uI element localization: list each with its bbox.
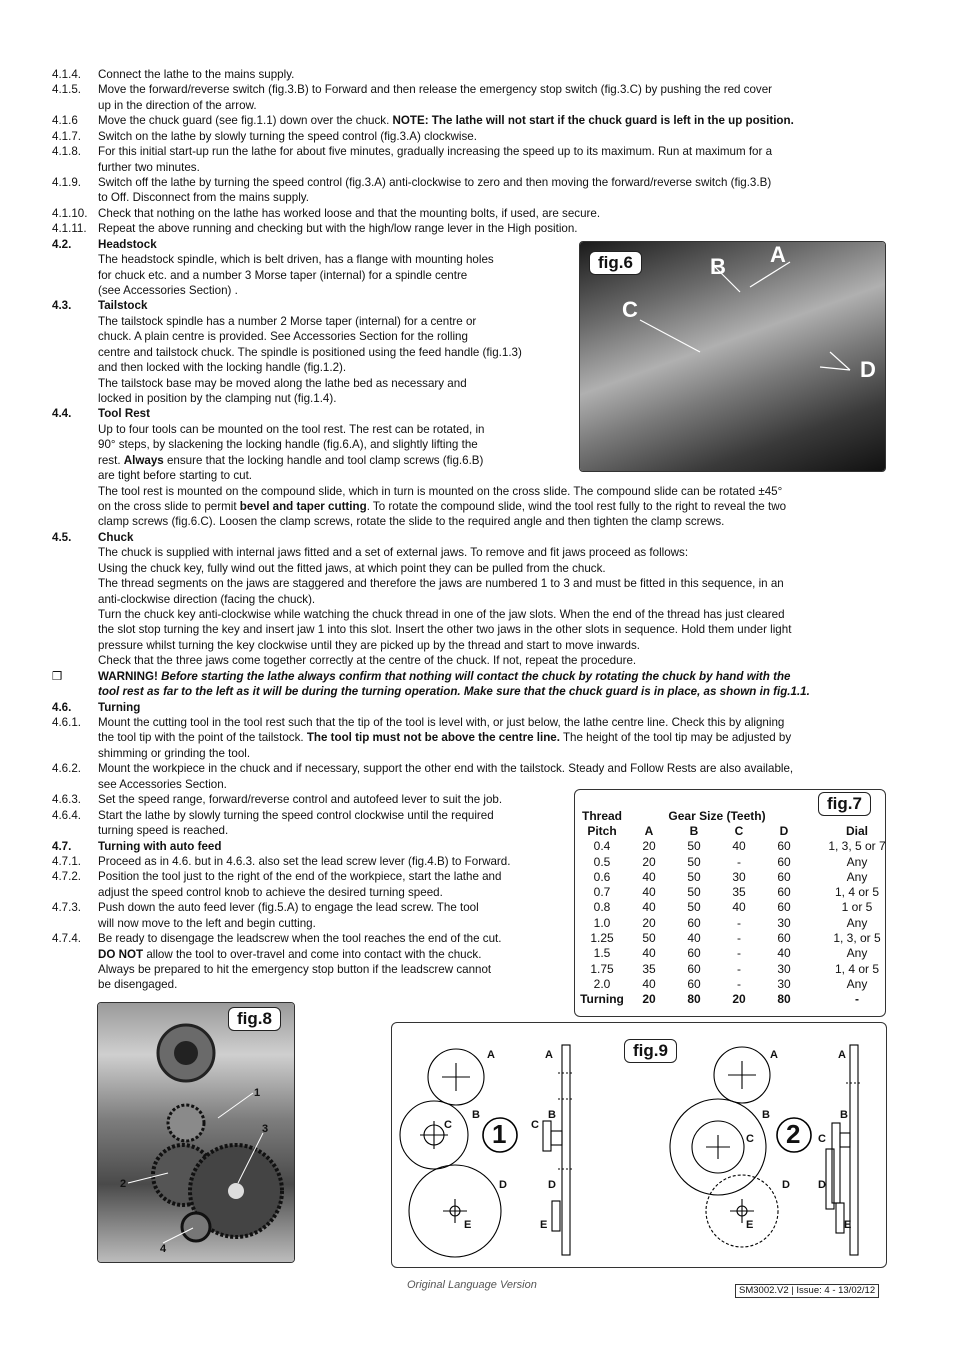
gear-table-row — [577, 961, 907, 976]
fig9-gear-letter: C — [746, 1133, 754, 1145]
clause-text — [98, 484, 782, 499]
clause-text — [98, 129, 477, 144]
text-segment: Move the forward/reverse switch (fig.3.B) to Forward and then release the emergency stop switch (fig.3.C) by pushing the red cover — [98, 83, 773, 97]
gear-table-cell: 60 — [687, 961, 701, 976]
text-segment: shimming or grinding the tool. — [98, 746, 251, 760]
gear-table-cell: 0.6 — [593, 869, 611, 884]
footer-doc-issue — [735, 1284, 879, 1298]
fig9-gear-letter: E — [540, 1219, 548, 1231]
text-segment: Tool Rest — [98, 407, 150, 421]
clause-text — [98, 113, 794, 128]
text-segment: adjust the speed control knob to achieve the desired turning speed. — [98, 885, 443, 899]
clause-text — [98, 190, 309, 205]
fig8-callout-4: 4 — [160, 1243, 167, 1255]
gear-table-cell: 60 — [687, 976, 701, 991]
text-segment: Repeat the above running and checking but with the high/low range lever in the High position. — [98, 222, 578, 236]
clause-text — [98, 792, 502, 807]
gear-table-cell: - — [737, 961, 741, 976]
gear-table-cell: Any — [846, 915, 868, 930]
clause-text — [98, 345, 522, 360]
gear-table-cell: 1, 4 or 5 — [834, 885, 880, 900]
text-segment: Start the lathe by slowly turning the speed control clockwise until the required — [98, 808, 494, 822]
text-segment: Headstock — [98, 237, 157, 251]
text-segment: The headstock spindle, which is belt driven, has a flange with mounting holes — [98, 253, 494, 267]
gear-table-cell: 0.4 — [593, 839, 611, 854]
fig9-gear-letter: B — [472, 1109, 480, 1121]
gear-table-cell: 60 — [777, 854, 791, 869]
gear-table-cell: - — [737, 931, 741, 946]
gear-table-cell: - — [737, 976, 741, 991]
fig7-head-gear-size: Gear Size (Teeth) — [668, 808, 766, 823]
gear-table-cell: 50 — [687, 839, 701, 854]
text-segment: Proceed as in 4.6. but in 4.6.3. also set the lead screw lever (fig.4.B) to Forward. — [98, 854, 511, 868]
fig9-gear-letter: A — [838, 1049, 846, 1061]
gear-table-cell: Any — [846, 869, 868, 884]
fig7-label: fig.7 — [818, 792, 871, 816]
fig9-gear-letter: E — [464, 1219, 472, 1231]
gear-table-cell: 60 — [687, 946, 701, 961]
footer-issue: Issue: 4 - 13/02/12 — [796, 1285, 876, 1296]
text-segment: The thread segments on the jaws are staggered and therefore the jaws are numbered 1 to 3 and must be fitted in this sequence, in an — [98, 577, 784, 591]
clause-text — [98, 854, 510, 869]
gear-table-cell: 0.8 — [593, 900, 611, 915]
fig9-gear-letter: E — [746, 1219, 754, 1231]
clause-number: 4.5. — [52, 530, 72, 544]
text-segment: anti-clockwise direction (facing the chuck). — [98, 592, 316, 606]
fig9-gear-letter: D — [548, 1179, 556, 1191]
clause-text — [98, 268, 467, 283]
text-segment: turning speed is reached. — [98, 824, 229, 838]
clause-text — [98, 453, 483, 468]
text-segment: Position the tool just to the right of the end of the workpiece, start the lathe and — [98, 870, 502, 884]
clause-number: 4.2. — [52, 237, 72, 251]
gear-table-cell: 30 — [777, 915, 791, 930]
text-segment: are tight before starting to cut. — [98, 469, 253, 483]
gear-table-cell: 2.0 — [593, 976, 611, 991]
clause-text — [98, 839, 221, 854]
fig7-head-b: B — [689, 823, 699, 838]
clause-number: 4.1.5. — [52, 83, 82, 97]
text-segment: The tailstock base may be moved along the lathe bed as necessary and — [98, 376, 467, 390]
clause-text — [98, 237, 157, 252]
text-segment: Check that the three jaws come together correctly at the centre of the chuck. If not, repeat the procedure. — [98, 654, 637, 668]
clause-text — [98, 175, 771, 190]
text-segment: pressure whilst turning the key clockwise until they are picked up by the thread and start to move inwards. — [98, 638, 640, 652]
text-segment: Turn the chuck key anti-clockwise while watching the chuck thread in one of the jaw slots. When the end of the thread has just cleared — [98, 608, 785, 622]
gear-table-row — [577, 900, 907, 915]
fig8-photo-frame — [97, 1002, 295, 1263]
gear-table-cell: 50 — [687, 854, 701, 869]
gear-table-cell: 20 — [642, 839, 656, 854]
fig8-callout-2: 2 — [120, 1178, 127, 1190]
text-segment: For this initial start-up run the lathe for about five minutes, gradually increasing the speed up to its maximum. Run at maximum for a — [98, 145, 773, 159]
gear-table-cell: 40 — [687, 931, 701, 946]
text-segment: Switch on the lathe by slowly turning the speed control (fig.3.A) clockwise. — [98, 129, 477, 143]
gear-table-row — [577, 915, 907, 930]
text-segment: WARNING! — [98, 669, 162, 683]
fig9-gear-letter: C — [818, 1133, 826, 1145]
fig8-callout-3: 3 — [262, 1123, 269, 1135]
text-segment: locked in position by the clamping nut (fig.1.4). — [98, 392, 337, 406]
fig7-head-thread: Thread — [581, 808, 622, 823]
gear-table-cell: 50 — [687, 885, 701, 900]
gear-table-cell: 60 — [777, 931, 791, 946]
clause-text — [98, 329, 468, 344]
clause-text — [98, 283, 238, 298]
text-segment: rest. — [98, 453, 124, 467]
clause-number: 4.6.2. — [52, 762, 82, 776]
clause-number: 4.6. — [52, 700, 72, 714]
gear-table-cell: 30 — [777, 961, 791, 976]
clause-number: 4.6.4. — [52, 808, 82, 822]
clause-number: 4.1.6 — [52, 114, 78, 128]
clause-number: 4.7.4. — [52, 932, 82, 946]
fig9-gear-letter: B — [840, 1109, 848, 1121]
clause-text — [98, 406, 150, 421]
text-segment: be disengaged. — [98, 978, 178, 992]
gear-table-cell: 50 — [687, 900, 701, 915]
fig9-gear-letter: D — [499, 1179, 507, 1191]
clause-text — [98, 715, 784, 730]
fig9-diagram-frame — [391, 1022, 887, 1268]
clause-number: 4.1.9. — [52, 176, 82, 189]
fig9-gear-letter: D — [782, 1179, 790, 1191]
gear-table-cell: 1, 4 or 5 — [834, 961, 880, 976]
gear-table-cell: Turning — [580, 992, 624, 1007]
text-segment: see Accessories Section. — [98, 777, 227, 791]
text-segment: bevel and taper cutting — [239, 500, 367, 514]
clause-text — [98, 391, 336, 406]
clause-number: 4.1.11. — [52, 222, 87, 236]
clause-text — [98, 653, 636, 668]
clause-number: 4.7.1. — [52, 854, 82, 868]
clause-number: 4.6.1. — [52, 716, 82, 730]
text-segment: Push down the auto feed lever (fig.5.A) to engage the lead screw. The tool — [98, 901, 479, 915]
gear-table-cell: 1.0 — [593, 915, 611, 930]
fig9-gear-letter: A — [770, 1049, 778, 1061]
clause-text — [98, 221, 578, 236]
gear-table-cell: 1 or 5 — [841, 900, 873, 915]
clause-text — [98, 360, 346, 375]
gear-table-cell: 50 — [687, 869, 701, 884]
text-segment: further two minutes. — [98, 160, 200, 174]
fig7-head-blank — [807, 808, 907, 823]
fig9-number-1: 1 — [492, 1119, 507, 1149]
fig6-leader-lines — [580, 242, 885, 471]
gear-table-cell: 1.5 — [593, 946, 611, 961]
gear-table-cell: 1.75 — [590, 961, 614, 976]
clause-text — [98, 730, 791, 745]
clause-text — [98, 638, 640, 653]
gear-table-cell: - — [855, 992, 859, 1007]
text-segment: Up to four tools can be mounted on the tool rest. The rest can be rotated, in — [98, 422, 485, 436]
fig6-letter-b: B — [710, 254, 726, 279]
gear-table-cell: 20 — [642, 992, 656, 1007]
text-segment: Connect the lathe to the mains supply. — [98, 68, 295, 81]
text-segment: Always be prepared to hit the emergency stop button if the leadscrew cannot — [98, 962, 492, 976]
clause-text — [98, 962, 491, 977]
clause-text — [98, 67, 294, 82]
text-segment: Before starting the lathe always confirm that nothing will contact the chuck by rotating the chuck by hand with the — [161, 669, 791, 683]
clause-number: 4.1.10. — [52, 206, 88, 220]
clause-text — [98, 252, 494, 267]
clause-text — [98, 437, 478, 452]
gear-table-cell: 1, 3, or 5 — [833, 931, 881, 946]
fig7-head-dial: Dial — [845, 823, 868, 838]
gear-table-cell: - — [737, 946, 741, 961]
fig9-gear-letter: B — [762, 1109, 770, 1121]
gear-table-row — [577, 992, 907, 1007]
clause-text — [98, 514, 724, 529]
gear-table-cell: 40 — [642, 976, 656, 991]
gear-table-row — [577, 930, 907, 945]
fig6-letter-c: C — [622, 297, 638, 322]
text-segment: Mount the workpiece in the chuck and if necessary, support the other end with the tailstock. Steady and Follow Rests are also available, — [98, 762, 794, 776]
clause-text — [98, 298, 147, 313]
text-segment: The tool tip must not be above the centre line. — [306, 731, 560, 745]
clause-text — [98, 314, 476, 329]
clause-text — [98, 98, 257, 113]
fig9-gear-letter: D — [818, 1179, 826, 1191]
text-segment: Turning with auto feed — [98, 839, 222, 853]
text-segment: up in the direction of the arrow. — [98, 98, 257, 112]
footer-language-version: Original Language Version — [407, 1279, 537, 1291]
text-segment: tool rest as far to the left as it will be during the turning operation. Make sure that the chuck guard is in place, as shown in fig.1.1. — [98, 685, 810, 699]
gear-table-cell: 60 — [687, 915, 701, 930]
text-segment: clamp screws (fig.6.C). Loosen the clamp screws, rotate the slide to the required angle and then tighten the clamp screws. — [98, 515, 725, 529]
text-segment: Be ready to disengage the leadscrew when the tool reaches the end of the cut. — [98, 932, 502, 946]
clause-number: 4.7. — [52, 839, 72, 853]
gear-table-cell: 35 — [642, 961, 656, 976]
fig9-gear-letter: C — [444, 1119, 452, 1131]
fig8-callout-1: 1 — [254, 1087, 261, 1099]
gear-table-cell: 60 — [777, 869, 791, 884]
gear-table-row — [577, 976, 907, 991]
text-segment: the tool tip with the point of the tailstock. — [98, 731, 307, 745]
fig7-head-c: C — [734, 823, 744, 838]
text-segment: 90° steps, by slackening the locking handle (fig.6.A), and slightly lifting the — [98, 438, 478, 452]
gear-table-cell: 80 — [777, 992, 791, 1007]
text-segment: on the cross slide to permit — [98, 500, 240, 514]
fig9-gear-letter: B — [548, 1109, 556, 1121]
gear-table-cell: 35 — [732, 885, 746, 900]
text-segment: the slot stop turning the key and insert jaw 1 into this slot. Insert the other two jaws in the other slots in sequence. Hold them under light — [98, 623, 792, 637]
gear-table-cell: 0.5 — [593, 854, 611, 869]
clause-text — [98, 977, 177, 992]
gear-table-cell: 1, 3, 5 or 7 — [828, 839, 886, 854]
footer-doc-number: SM3002.V2 — [739, 1285, 789, 1296]
fig9-gear-letter: A — [545, 1049, 553, 1061]
clause-text — [98, 206, 600, 221]
gear-table-cell: 40 — [642, 946, 656, 961]
gear-table-cell: 20 — [642, 915, 656, 930]
clause-number: 4.6.3. — [52, 793, 82, 807]
clause-text — [98, 947, 481, 962]
clause-text — [98, 144, 772, 159]
gear-table-row — [577, 884, 907, 899]
text-segment: Always — [123, 453, 164, 467]
text-segment: ensure that the locking handle and tool clamp screws (fig.6.B) — [163, 453, 484, 467]
text-segment: (see Accessories Section) . — [98, 284, 238, 298]
fig6-letter-d: D — [860, 357, 876, 382]
fig6-letter-a: A — [770, 242, 786, 267]
text-segment: Set the speed range, forward/reverse control and autofeed lever to suit the job. — [98, 793, 503, 807]
clause-text — [98, 808, 494, 823]
gear-table-cell: 60 — [777, 900, 791, 915]
fig9-number-2: 2 — [786, 1119, 801, 1149]
fig7-head-a: A — [644, 823, 654, 838]
text-segment: Chuck — [98, 530, 134, 544]
fig8-label: fig.8 — [228, 1007, 281, 1031]
clause-text — [98, 530, 133, 545]
fig7-gear-table — [577, 808, 907, 1007]
gear-table-cell: Any — [846, 946, 868, 961]
clause-text — [98, 376, 467, 391]
clause-text — [98, 607, 785, 622]
gear-table-row — [577, 854, 907, 869]
footer-separator: | — [791, 1285, 797, 1296]
clause-text — [98, 916, 316, 931]
fig9-gear-letter: A — [487, 1049, 495, 1061]
clause-number: 4.3. — [52, 299, 72, 313]
text-segment: DO NOT — [98, 947, 144, 961]
text-segment: Mount the cutting tool in the tool rest such that the tip of the tool is level with, or just below, the lathe centre line. Check this by aligning — [98, 716, 785, 730]
text-segment: Move the chuck guard (see fig.1.1) down over the chuck. — [98, 114, 393, 128]
text-segment: The tailstock spindle has a number 2 Morse taper (internal) for a centre or — [98, 314, 477, 328]
gear-table-cell: 40 — [642, 885, 656, 900]
fig6-label: fig.6 — [589, 251, 642, 275]
text-segment: Using the chuck key, fully wind out the fitted jaws, at which point they can be pulled from the chuck. — [98, 561, 606, 575]
clause-text — [98, 545, 688, 560]
text-segment: The height of the tool tip may be adjusted by — [559, 731, 792, 745]
clause-number: 4.1.4. — [52, 68, 82, 81]
clause-text — [98, 561, 606, 576]
gear-table-cell: 40 — [777, 946, 791, 961]
gear-table-cell: 30 — [732, 869, 746, 884]
text-segment: Check that nothing on the lathe has worked loose and that the mounting bolts, if used, are secure. — [98, 206, 601, 220]
clause-text — [98, 869, 501, 884]
gear-table-row — [577, 839, 907, 854]
clause-text — [98, 700, 140, 715]
text-segment: . To rotate the compound slide, wind the tool rest fully to the right to reveal the two — [366, 500, 787, 514]
clause-text — [98, 777, 227, 792]
text-segment: Turning — [98, 700, 141, 714]
clause-text — [98, 468, 252, 483]
text-segment: chuck. A plain centre is provided. See Accessories Section for the rolling — [98, 330, 468, 344]
clause-number: 4.1.8. — [52, 145, 82, 159]
text-segment: centre and tailstock chuck. The spindle is positioned using the feed handle (fig.1.3) — [98, 345, 522, 359]
clause-text — [98, 900, 479, 915]
gear-table-cell: Any — [846, 976, 868, 991]
gear-table-cell: 40 — [732, 839, 746, 854]
clause-number: 4.7.2. — [52, 870, 82, 884]
text-segment: to Off. Disconnect from the mains supply. — [98, 191, 309, 205]
clause-number: 4.7.3. — [52, 901, 82, 915]
fig6-photo-frame — [579, 241, 886, 472]
fig9-gear-letter: E — [844, 1219, 852, 1231]
clause-text — [98, 576, 784, 591]
gear-table-cell: 40 — [642, 869, 656, 884]
gear-table-row — [577, 946, 907, 961]
clause-number: 4.4. — [52, 407, 72, 421]
fig9-gear-letter: C — [531, 1119, 539, 1131]
clause-text — [98, 499, 786, 514]
fig7-head-pitch: Pitch — [587, 823, 617, 838]
clause-text — [98, 761, 793, 776]
gear-table-row — [577, 869, 907, 884]
gear-table-cell: 20 — [732, 992, 746, 1007]
text-segment: for chuck etc. and a number 3 Morse taper (internal) for a spindle centre — [98, 268, 468, 282]
clause-text — [98, 669, 790, 684]
gear-table-cell: 40 — [732, 900, 746, 915]
clause-text — [98, 684, 810, 699]
text-segment: Tailstock — [98, 299, 148, 313]
text-segment: allow the tool to over-travel and come into contact with the chuck. — [143, 947, 482, 961]
clause-text — [98, 422, 484, 437]
gear-table-cell: 50 — [642, 931, 656, 946]
text-segment: The tool rest is mounted on the compound slide, which in turn is mounted on the cross slide. The compound slide can be rotated ±45° — [98, 484, 783, 498]
text-segment: will now move to the left and begin cutting. — [98, 916, 316, 930]
text-segment: and then locked with the locking handle (fig.1.2). — [98, 361, 347, 375]
clause-text — [98, 931, 501, 946]
clause-text — [98, 160, 200, 175]
clause-text — [98, 592, 315, 607]
gear-table-cell: 30 — [777, 976, 791, 991]
clause-text — [98, 885, 443, 900]
gear-table-cell: 60 — [777, 885, 791, 900]
gear-table-cell: 20 — [642, 854, 656, 869]
text-segment: NOTE: The lathe will not start if the chuck guard is left in the up position. — [392, 114, 794, 128]
gear-table-cell: 60 — [777, 839, 791, 854]
clause-number: ❒ — [52, 669, 63, 683]
gear-table-cell: - — [737, 915, 741, 930]
clause-number: 4.1.7. — [52, 129, 82, 143]
text-segment: The chuck is supplied with internal jaws fitted and a set of external jaws. To remove and fit jaws proceed as follows: — [98, 546, 689, 560]
fig7-head-d: D — [779, 823, 789, 838]
gear-table-cell: 1.25 — [590, 931, 614, 946]
clause-text — [98, 82, 772, 97]
clause-text — [98, 746, 250, 761]
gear-table-cell: - — [737, 854, 741, 869]
clause-text — [98, 622, 791, 637]
gear-table-cell: 80 — [687, 992, 701, 1007]
text-segment: Switch off the lathe by turning the speed control (fig.3.A) anti-clockwise to zero and then moving the forward/reverse switch (fig.3.B) — [98, 176, 772, 189]
fig9-label: fig.9 — [624, 1039, 677, 1063]
gear-table-cell: 40 — [642, 900, 656, 915]
gear-table-cell: Any — [846, 854, 868, 869]
clause-text — [98, 823, 228, 838]
gear-table-cell: 0.7 — [593, 885, 611, 900]
